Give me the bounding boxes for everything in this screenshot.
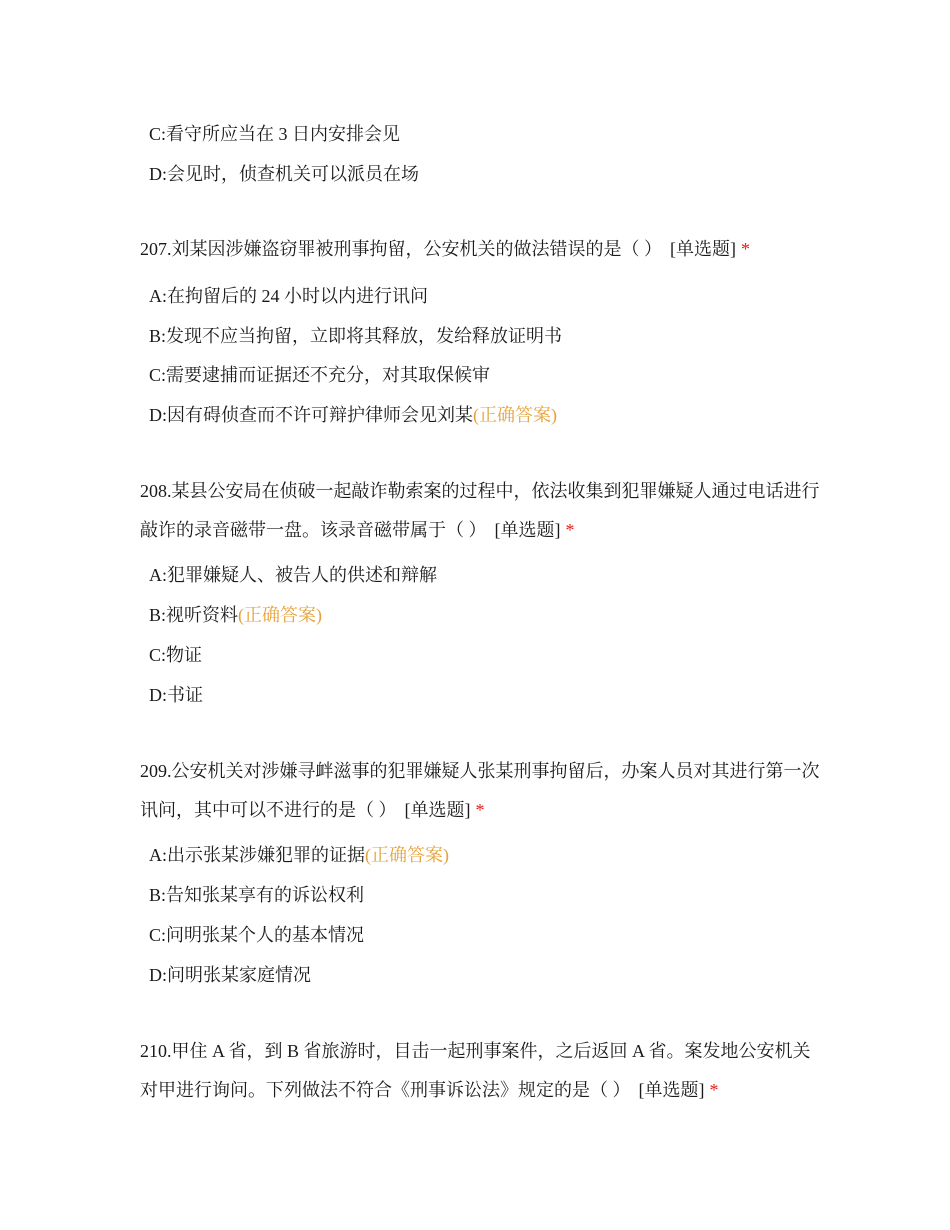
q209-correct-answer-label: (正确答案) (365, 845, 449, 865)
q207-text: 207.刘某因涉嫌盗窃罪被刑事拘留，公安机关的做法错误的是（ ） (140, 239, 662, 259)
q207-type: [单选题] (670, 239, 736, 259)
q209-option-d: D:问明张某家庭情况 (149, 965, 311, 985)
q209-option-a-row (149, 843, 449, 867)
q207-option-a: A:在拘留后的 24 小时以内进行讯问 (149, 286, 428, 306)
q208-required-mark: * (565, 520, 575, 540)
q208-option-c: C:物证 (149, 645, 203, 665)
q209-required-mark: * (475, 800, 485, 820)
q209-text: 209.公安机关对涉嫌寻衅滋事的犯罪嫌疑人张某刑事拘留后，办案人员对其进行第一次讯问，其中可以不进行的是（ ） (140, 761, 820, 820)
q210-text: 210.甲住 A 省，到 B 省旅游时，目击一起刑事案件，之后返回 A 省。案发地公安机关对甲进行询问。下列做法不符合《刑事诉讼法》规定的是（ ） (140, 1041, 811, 1100)
q208-correct-answer-label: (正确答案) (238, 605, 323, 625)
q209-option-b: B:告知张某享有的诉讼权利 (149, 885, 365, 905)
q209-question (140, 752, 820, 830)
q207-option-d-row (149, 403, 557, 427)
q207-required-mark: * (741, 239, 750, 259)
q208-option-a: A:犯罪嫌疑人、被告人的供述和辩解 (149, 565, 437, 585)
q208-text: 208.某县公安局在侦破一起敲诈勒索案的过程中，依法收集到犯罪嫌疑人通过电话进行敲诈的录音磁带一盘。该录音磁带属于（ ） (140, 481, 820, 540)
q207-question (140, 230, 820, 269)
q207-option-c: C:需要逮捕而证据还不充分，对其取保候审 (149, 365, 491, 385)
q210-question (140, 1032, 820, 1110)
q210-type: [单选题] (638, 1080, 705, 1100)
q208-type: [单选题] (494, 520, 561, 540)
q210-required-mark: * (709, 1080, 719, 1100)
q206-option-c: C:看守所应当在 3 日内安排会见 (149, 124, 401, 144)
q208-option-d: D:书证 (149, 685, 203, 705)
q209-type: [单选题] (404, 800, 471, 820)
q207-option-d: D:因有碍侦查而不许可辩护律师会见刘某 (149, 405, 473, 425)
q209-option-a: A:出示张某涉嫌犯罪的证据 (149, 845, 365, 865)
q208-option-b-row (149, 603, 322, 627)
q207-correct-answer-label: (正确答案) (473, 405, 557, 425)
q206-option-d: D:会见时，侦查机关可以派员在场 (149, 164, 419, 184)
q208-option-b: B:视听资料 (149, 605, 239, 625)
q208-question (140, 472, 820, 550)
q209-option-c: C:问明张某个人的基本情况 (149, 925, 365, 945)
q207-option-b: B:发现不应当拘留，立即将其释放，发给释放证明书 (149, 326, 563, 346)
